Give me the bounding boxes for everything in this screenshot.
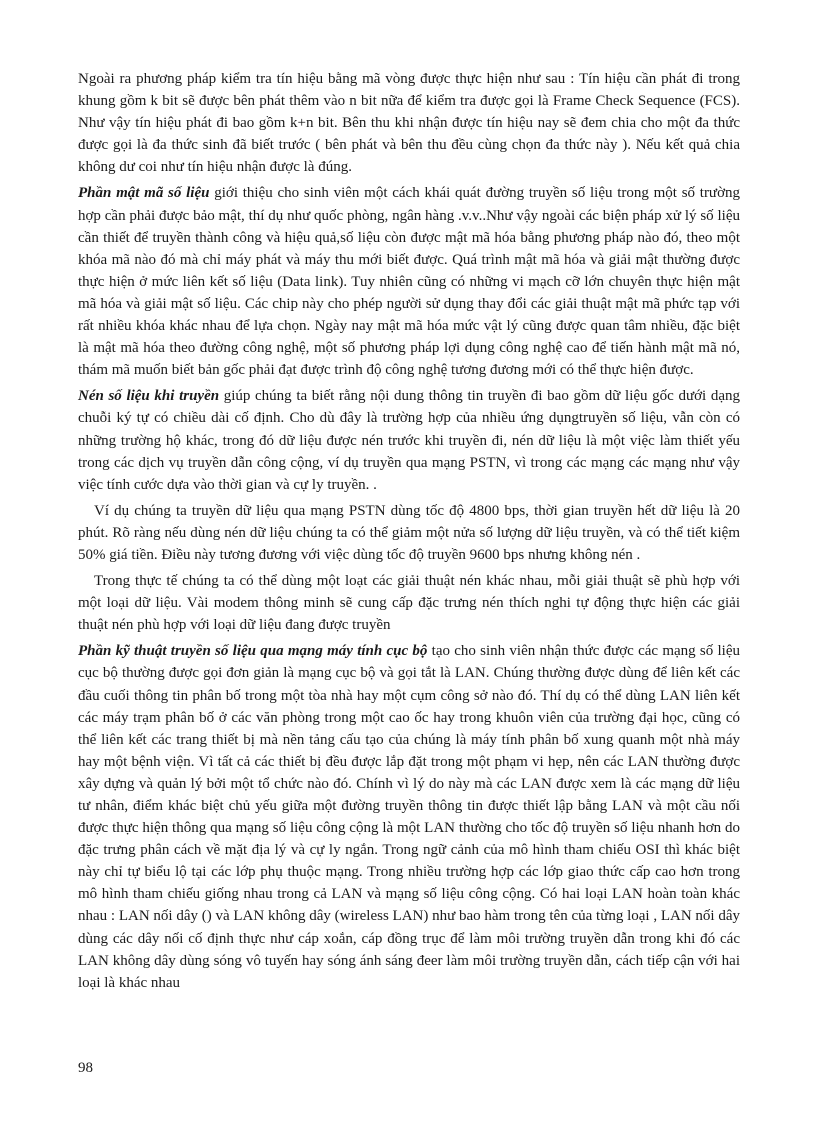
paragraph-compression-text: giúp chúng ta biết rằng nội dung thông tin truyền đi bao gồm dữ liệu gốc dưới dạng chuỗi ký tự có chiều dài cố định. Cho dù đây là trường hợp của nhiều ứng dụngtruyền số liệu, vẫn còn có những trường hộ khác, trong đó dữ liệu được nén trước khi truyền đi, nén dữ liệu là một việc làm thiết yếu trong các dịch vụ truyền dẫn công cộng, ví dụ truyền qua mạng PSTN, vì trong các mạng các mạng như vậy việc tính cước dựa vào thời gian và cự ly truyền. . bbox=[78, 388, 740, 493]
heading-compression: Nén số liệu khi truyền bbox=[78, 388, 220, 405]
paragraph-compression-algorithms bbox=[78, 570, 740, 636]
paragraph-lan bbox=[78, 640, 740, 994]
paragraph-encryption-text: giới thiệu cho sinh viên một cách khái quát đường truyền số liệu trong một số trường hợp cần phải được bảo mật, thí dụ như quốc phòng, ngân hàng .v.v..Như vậy ngoài các biện pháp xử lý số liệu cần thiết để truyền thành công và hiệu quả,số liệu còn được mật mã hóa bằng phương pháp nào đó, theo một khóa mã nào đó mà chỉ máy phát và máy thu mới biết được. Quá trình mật mã hóa và giải mật thường được thực hiện ở mức liên kết số liệu (Data link). Tuy nhiên cũng có những vi mạch cỡ lớn chuyên thực hiện mật mã hóa và giải mật số liệu. Các chip này cho phép người sử dụng thay đổi các giải thuật mật mã phức tạp với rất nhiều khóa khác nhau để lựa chọn. Ngày nay mật mã hóa mức vật lý cũng được quan tâm nhiều, đặc biệt là mật mã hóa theo đường công nghệ, một số phương pháp lợi dụng công nghệ cao để tiến hành mật mã nó, thám mã muốn biết bản gốc phải đạt được trình độ công nghệ tương đương mới có thể thực hiện được. bbox=[78, 185, 740, 379]
paragraph-pstn-example bbox=[78, 500, 740, 566]
paragraph-encryption bbox=[78, 182, 740, 381]
paragraph-crc bbox=[78, 68, 740, 178]
paragraph-compression bbox=[78, 385, 740, 495]
paragraph-crc-text: Ngoài ra phương pháp kiểm tra tín hiệu bằng mã vòng được thực hiện như sau : Tín hiệu cần phát đi trong khung gồm k bit sẽ được bên phát thêm vào n bit nữa để kiểm tra được gọi là Frame Check Sequence (FCS). Như vậy tín hiệu phát đi bao gồm k+n bit. Bên thu khi nhận được tín hiệu nay sẽ đem chia cho một đa thức được gọi là đa thức sinh đã biết trước ( bên phát và bên thu đều cùng chọn đa thức này ). Nếu kết quả chia không dư coi như tín hiệu nhận được là đúng. bbox=[78, 71, 740, 176]
paragraph-pstn-example-text: Ví dụ chúng ta truyền dữ liệu qua mạng PSTN dùng tốc độ 4800 bps, thời gian truyền hết dữ liệu là 20 phút. Rõ ràng nếu dùng nén dữ liệu chúng ta có thể giảm một nửa số lượng dữ liệu truyền, và có thể tiết kiệm 50% giá tiền. Điều này tương đương với việc dùng tốc độ truyền 9600 bps nhưng không nén . bbox=[78, 502, 740, 563]
heading-encryption: Phần mật mã số liệu bbox=[78, 185, 210, 202]
page-number: 98 bbox=[78, 1060, 93, 1076]
page-body bbox=[78, 68, 740, 998]
paragraph-lan-text: tạo cho sinh viên nhận thức được các mạng số liệu cục bộ thường được gọi đơn giản là mạng cục bộ và gọi tắt là LAN. Chúng thường được dùng để liên kết các đầu cuối thông tin phân bố trong một tòa nhà hay một cụm công sở nào đó. Thí dụ có thể dùng LAN liên kết các máy trạm phân bố ở các văn phòng trong một cao ốc hay trong khuôn viên của trường đại học, cũng có thể liên kết các trang thiết bị mà nền tảng cấu tạo của chúng là máy tính phân bố xung quanh một nhà máy hay một bệnh viện. Vì tất cả các thiết bị đều được lắp đặt trong một phạm vi hẹp, nên các LAN thường được xây dựng và quản lý bởi một tổ chức nào đó. Chính vì lý do này mà các LAN được xem là các mạng dữ liệu tư nhân, điểm khác biệt chủ yếu giữa một đường truyền thông tin được thiết lập bằng LAN và một cầu nối được thực hiện thông qua mạng số liệu công cộng là một LAN thường cho tốc độ truyền số liệu nhanh hơn do đặc trưng phân cách về mặt địa lý và cự ly ngắn. Trong ngữ cảnh của mô hình tham chiếu OSI thì khác biệt này chỉ tự biểu lộ tại các lớp phụ thuộc mạng. Trong nhiều trường hợp các lớp giao thức cấp cao hơn trong mô hình tham chiếu giống nhau trong cả LAN và mạng số liệu công cộng. Có hai loại LAN hoàn toàn khác nhau : LAN nối dây () và LAN không dây (wireless LAN) như bao hàm trong tên của từng loại , LAN nối dây dùng các dây nối cố định thực như cáp xoắn, cáp đồng trục để làm môi trường truyền dẫn trong khi đó các LAN không dây dùng sóng vô tuyến hay sóng ánh sáng đeer làm môi trường truyền dẫn, cách tiếp cận với hai loại là khác nhau bbox=[78, 643, 740, 991]
paragraph-compression-algorithms-text: Trong thực tế chúng ta có thể dùng một loạt các giải thuật nén khác nhau, mỗi giải thuật sẽ phù hợp với một loại dữ liệu. Vài modem thông minh sẽ cung cấp đặc trưng nén thích nghi tự động thực hiện các giải thuật nén phù hợp với loại dữ liệu đang được truyền bbox=[78, 573, 740, 634]
heading-lan: Phần kỹ thuật truyền số liệu qua mạng máy tính cục bộ bbox=[78, 643, 428, 660]
